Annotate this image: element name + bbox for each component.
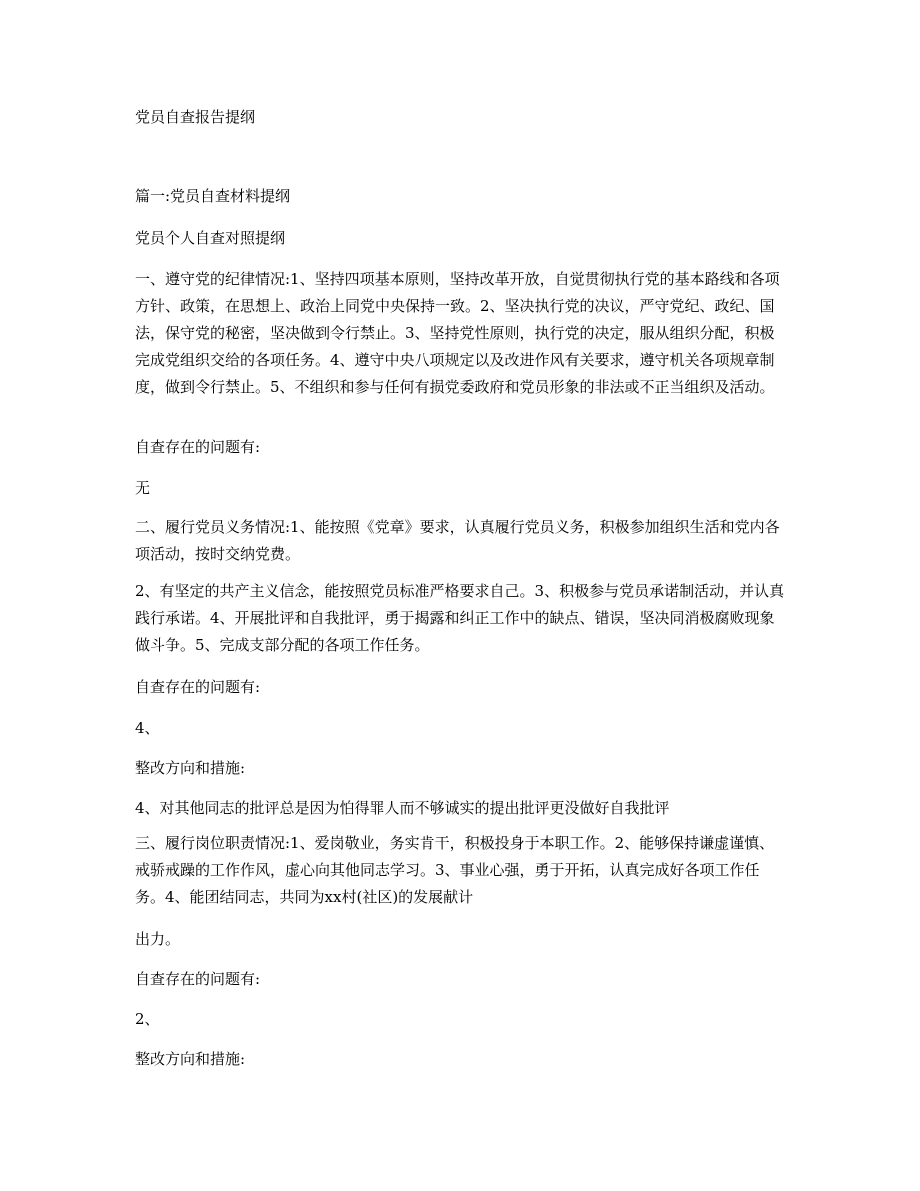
paragraph-duties: 二、履行党员义务情况:1、能按照《党章》要求，认真履行党员义务，积极参加组织生活和党内各项活动，按时交纳党费。 (135, 518, 780, 563)
document-title: 党员自查报告提纲 (135, 108, 256, 126)
section-heading: 篇一:党员自查材料提纲 (135, 187, 291, 205)
paragraph-discipline: 一、遵守党的纪律情况:1、坚持四项基本原则，坚持改革开放，自觉贯彻执行党的基本路线和各项方针、政策，在思想上、政治上同党中央保持一致。2、坚决执行党的决议，严守党纪、政纪、国法，保守党的秘密，坚决做到令行禁止。3、坚持党性原则，执行党的决定，服从组织分配，积极完成党组织交给的各项任务。4、遵守中央八项规定以及改进作风有关要求，遵守机关各项规章制度，做到令行禁止。5、不组织和参与任何有损党委政府和党员形象的非法或不正当组织及活动。 (135, 270, 780, 396)
paragraph-item-number: 4、 (135, 719, 160, 737)
paragraph-issues-label: 自查存在的问题有: (135, 438, 261, 456)
paragraph-rectification-label: 整改方向和措施: (135, 1050, 246, 1068)
paragraph-item-number: 2、 (135, 1010, 160, 1028)
document-subtitle: 党员个人自查对照提纲 (135, 229, 286, 247)
paragraph-issues-label: 自查存在的问题有: (135, 970, 261, 988)
paragraph-contribute: 出力。 (135, 930, 181, 948)
paragraph-rectification-label: 整改方向和措施: (135, 759, 246, 777)
paragraph-job-duties: 三、履行岗位职责情况:1、爱岗敬业，务实肯干，积极投身于本职工作。2、能够保持谦虚谨慎、戒骄戒躁的工作作风，虚心向其他同志学习。3、事业心强，勇于开拓，认真完成好各项工作任务。4、能团结同志，共同为xx村(社区)的发展献计 (135, 834, 775, 906)
paragraph-none: 无 (135, 479, 151, 497)
paragraph-issues-label: 自查存在的问题有: (135, 678, 261, 696)
paragraph-beliefs: 2、有坚定的共产主义信念，能按照党员标准严格要求自己。3、积极参与党员承诺制活动，并认真践行承诺。4、开展批评和自我批评，勇于揭露和纠正工作中的缺点、错误，坚决同消极腐败现象做斗争。5、完成支部分配的各项工作任务。 (135, 582, 785, 654)
paragraph-criticism: 4、对其他同志的批评总是因为怕得罪人而不够诚实的提出批评更没做好自我批评 (135, 799, 670, 817)
